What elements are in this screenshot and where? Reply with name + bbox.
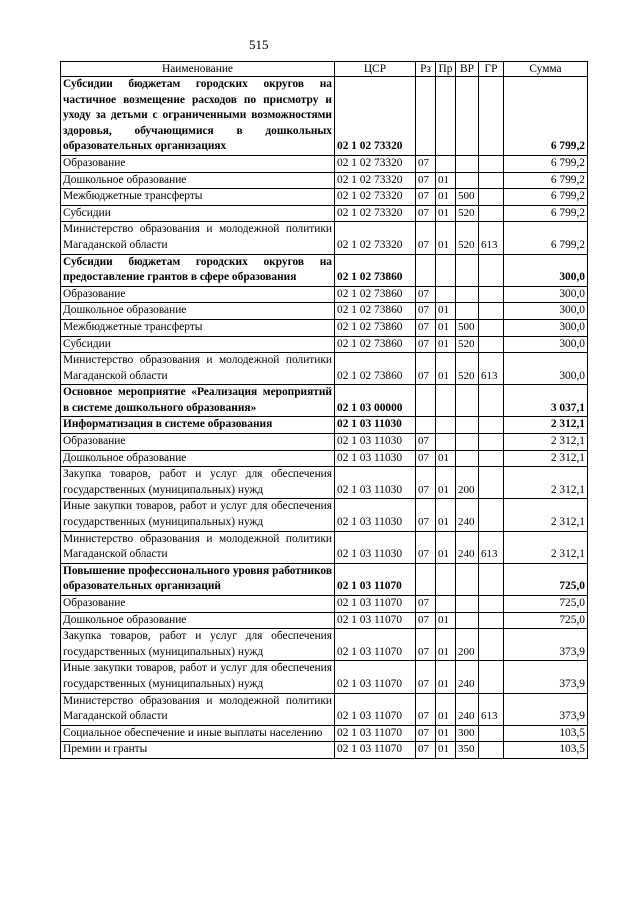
row-csr: 02 1 03 11070 [335, 563, 416, 595]
row-sum: 373,9 [504, 629, 588, 661]
row-rz: 07 [416, 450, 436, 467]
row-pr: 01 [436, 336, 456, 353]
table-row [61, 742, 588, 759]
row-pr [436, 254, 456, 286]
row-csr: 02 1 03 11070 [335, 596, 416, 613]
row-rz: 07 [416, 661, 436, 693]
row-gr [479, 205, 504, 222]
row-vr: 240 [456, 531, 479, 563]
row-sum: 6 799,2 [504, 155, 588, 172]
row-gr [479, 434, 504, 451]
row-rz: 07 [416, 205, 436, 222]
row-vr: 520 [456, 222, 479, 254]
header-name: Наименование [61, 62, 335, 77]
row-sum: 300,0 [504, 286, 588, 303]
row-pr: 01 [436, 353, 456, 385]
row-csr: 02 1 02 73320 [335, 189, 416, 206]
row-pr: 01 [436, 467, 456, 499]
row-name: Межбюджетные трансферты [61, 319, 335, 336]
row-rz: 07 [416, 467, 436, 499]
row-gr [479, 319, 504, 336]
row-vr [456, 77, 479, 156]
row-name: Министерство образования и молодежной политики Магаданской области [61, 222, 335, 254]
row-pr: 01 [436, 742, 456, 759]
row-gr [479, 499, 504, 531]
row-vr [456, 286, 479, 303]
row-name: Дошкольное образование [61, 172, 335, 189]
header-vr: ВР [456, 62, 479, 77]
row-pr: 01 [436, 303, 456, 320]
row-csr: 02 1 02 73320 [335, 77, 416, 156]
row-vr [456, 385, 479, 417]
row-gr [479, 742, 504, 759]
table-row [61, 417, 588, 434]
table-row [61, 77, 588, 156]
table-row [61, 189, 588, 206]
row-vr: 200 [456, 629, 479, 661]
row-rz [416, 77, 436, 156]
row-rz: 07 [416, 353, 436, 385]
row-vr [456, 417, 479, 434]
row-name: Субсидии бюджетам городских округов на предоставление грантов в сфере образования [61, 254, 335, 286]
row-rz: 07 [416, 612, 436, 629]
row-rz [416, 563, 436, 595]
row-rz: 07 [416, 499, 436, 531]
row-sum: 300,0 [504, 254, 588, 286]
row-sum: 300,0 [504, 353, 588, 385]
row-sum: 6 799,2 [504, 189, 588, 206]
row-csr: 02 1 02 73320 [335, 155, 416, 172]
row-rz: 07 [416, 189, 436, 206]
row-gr [479, 286, 504, 303]
row-vr [456, 434, 479, 451]
table-row [61, 319, 588, 336]
table-row [61, 612, 588, 629]
row-sum: 6 799,2 [504, 205, 588, 222]
table-row [61, 303, 588, 320]
row-pr: 01 [436, 725, 456, 742]
row-name: Образование [61, 434, 335, 451]
row-gr [479, 77, 504, 156]
row-sum: 300,0 [504, 303, 588, 320]
budget-table [60, 61, 588, 759]
row-vr [456, 155, 479, 172]
row-csr: 02 1 02 73320 [335, 205, 416, 222]
row-name: Субсидии [61, 336, 335, 353]
row-csr: 02 1 03 11070 [335, 612, 416, 629]
row-sum: 725,0 [504, 596, 588, 613]
row-vr: 500 [456, 189, 479, 206]
row-pr [436, 155, 456, 172]
row-rz: 07 [416, 155, 436, 172]
table-row [61, 693, 588, 725]
row-sum: 6 799,2 [504, 77, 588, 156]
row-csr: 02 1 02 73860 [335, 336, 416, 353]
table-row [61, 563, 588, 595]
row-name: Иные закупки товаров, работ и услуг для обеспечения государственных (муниципальных) нужд [61, 661, 335, 693]
row-pr: 01 [436, 629, 456, 661]
row-gr [479, 563, 504, 595]
row-rz [416, 254, 436, 286]
row-gr [479, 254, 504, 286]
row-gr [479, 303, 504, 320]
row-csr: 02 1 03 11070 [335, 725, 416, 742]
row-vr [456, 563, 479, 595]
row-rz [416, 385, 436, 417]
row-csr: 02 1 02 73320 [335, 222, 416, 254]
row-name: Закупка товаров, работ и услуг для обеспечения государственных (муниципальных) нужд [61, 467, 335, 499]
row-rz: 07 [416, 725, 436, 742]
row-name: Социальное обеспечение и иные выплаты населению [61, 725, 335, 742]
row-sum: 725,0 [504, 563, 588, 595]
row-pr [436, 563, 456, 595]
row-pr [436, 286, 456, 303]
row-csr: 02 1 03 11030 [335, 467, 416, 499]
row-rz: 07 [416, 531, 436, 563]
row-gr [479, 417, 504, 434]
row-csr: 02 1 03 11030 [335, 434, 416, 451]
row-sum: 373,9 [504, 693, 588, 725]
row-vr: 350 [456, 742, 479, 759]
row-rz: 07 [416, 303, 436, 320]
row-name: Межбюджетные трансферты [61, 189, 335, 206]
row-csr: 02 1 02 73860 [335, 286, 416, 303]
row-gr [479, 336, 504, 353]
row-sum: 103,5 [504, 725, 588, 742]
page-number: 515 [249, 37, 269, 52]
row-vr [456, 254, 479, 286]
table-row [61, 725, 588, 742]
header-sum: Сумма [504, 62, 588, 77]
row-vr: 300 [456, 725, 479, 742]
row-sum: 103,5 [504, 742, 588, 759]
table-row [61, 205, 588, 222]
row-pr [436, 596, 456, 613]
row-pr: 01 [436, 319, 456, 336]
row-pr: 01 [436, 531, 456, 563]
row-name: Субсидии [61, 205, 335, 222]
row-rz: 07 [416, 319, 436, 336]
row-pr: 01 [436, 693, 456, 725]
table-row [61, 385, 588, 417]
row-vr [456, 303, 479, 320]
row-vr: 240 [456, 499, 479, 531]
row-rz [416, 417, 436, 434]
row-vr [456, 612, 479, 629]
row-csr: 02 1 02 73860 [335, 353, 416, 385]
row-gr [479, 467, 504, 499]
row-vr [456, 450, 479, 467]
row-sum: 725,0 [504, 612, 588, 629]
row-rz: 07 [416, 693, 436, 725]
row-gr [479, 155, 504, 172]
row-vr: 520 [456, 205, 479, 222]
row-vr [456, 172, 479, 189]
row-pr: 01 [436, 222, 456, 254]
row-sum: 2 312,1 [504, 450, 588, 467]
row-name: Информатизация в системе образования [61, 417, 335, 434]
table-row [61, 222, 588, 254]
row-name: Министерство образования и молодежной политики Магаданской области [61, 693, 335, 725]
row-name: Закупка товаров, работ и услуг для обеспечения государственных (муниципальных) нужд [61, 629, 335, 661]
row-gr: 613 [479, 693, 504, 725]
row-sum: 2 312,1 [504, 434, 588, 451]
row-csr: 02 1 03 11030 [335, 499, 416, 531]
row-name: Образование [61, 155, 335, 172]
row-pr: 01 [436, 612, 456, 629]
row-vr [456, 596, 479, 613]
row-csr: 02 1 03 11070 [335, 661, 416, 693]
header-gr: ГР [479, 62, 504, 77]
row-name: Министерство образования и молодежной политики Магаданской области [61, 531, 335, 563]
row-name: Премии и гранты [61, 742, 335, 759]
row-sum: 2 312,1 [504, 531, 588, 563]
row-rz: 07 [416, 222, 436, 254]
row-name: Образование [61, 596, 335, 613]
row-vr: 240 [456, 661, 479, 693]
table-row [61, 629, 588, 661]
row-csr: 02 1 02 73320 [335, 172, 416, 189]
row-rz: 07 [416, 336, 436, 353]
row-csr: 02 1 03 11070 [335, 629, 416, 661]
row-sum: 300,0 [504, 336, 588, 353]
table-row [61, 531, 588, 563]
row-name: Министерство образования и молодежной политики Магаданской области [61, 353, 335, 385]
row-csr: 02 1 02 73860 [335, 303, 416, 320]
row-sum: 300,0 [504, 319, 588, 336]
row-vr: 520 [456, 336, 479, 353]
header-rz: Рз [416, 62, 436, 77]
row-gr [479, 661, 504, 693]
row-gr [479, 385, 504, 417]
row-rz: 07 [416, 742, 436, 759]
row-name: Повышение профессионального уровня работников образовательных организаций [61, 563, 335, 595]
row-rz: 07 [416, 286, 436, 303]
row-rz: 07 [416, 629, 436, 661]
row-gr [479, 612, 504, 629]
table-row [61, 499, 588, 531]
table-row [61, 172, 588, 189]
table-row [61, 286, 588, 303]
row-name: Образование [61, 286, 335, 303]
row-sum: 2 312,1 [504, 499, 588, 531]
row-pr: 01 [436, 205, 456, 222]
table-row [61, 596, 588, 613]
row-gr: 613 [479, 222, 504, 254]
row-rz: 07 [416, 596, 436, 613]
row-csr: 02 1 02 73860 [335, 254, 416, 286]
table-row [61, 336, 588, 353]
row-vr: 200 [456, 467, 479, 499]
row-name: Субсидии бюджетам городских округов на частичное возмещение расходов по присмотру и уходу за детьми с ограниченными возможностями здоровья, обучающимися в дошкольных образовательных организациях [61, 77, 335, 156]
row-name: Основное мероприятие «Реализация мероприятий в системе дошкольного образования» [61, 385, 335, 417]
row-pr: 01 [436, 189, 456, 206]
row-pr [436, 417, 456, 434]
row-gr [479, 450, 504, 467]
row-vr: 500 [456, 319, 479, 336]
row-csr: 02 1 03 11030 [335, 450, 416, 467]
row-csr: 02 1 03 11030 [335, 417, 416, 434]
header-csr: ЦСР [335, 62, 416, 77]
row-vr: 520 [456, 353, 479, 385]
row-gr [479, 629, 504, 661]
row-sum: 6 799,2 [504, 172, 588, 189]
row-pr: 01 [436, 450, 456, 467]
row-sum: 373,9 [504, 661, 588, 693]
table-row [61, 467, 588, 499]
row-sum: 6 799,2 [504, 222, 588, 254]
row-sum: 2 312,1 [504, 467, 588, 499]
row-pr [436, 77, 456, 156]
row-csr: 02 1 02 73860 [335, 319, 416, 336]
table-row [61, 155, 588, 172]
table-header-row [61, 62, 588, 77]
row-pr: 01 [436, 661, 456, 693]
header-pr: Пр [436, 62, 456, 77]
table-row [61, 353, 588, 385]
row-rz: 07 [416, 172, 436, 189]
row-csr: 02 1 03 11070 [335, 693, 416, 725]
row-name: Дошкольное образование [61, 612, 335, 629]
row-name: Дошкольное образование [61, 303, 335, 320]
row-csr: 02 1 03 11070 [335, 742, 416, 759]
row-gr [479, 172, 504, 189]
row-sum: 2 312,1 [504, 417, 588, 434]
row-gr: 613 [479, 531, 504, 563]
table-row [61, 450, 588, 467]
row-name: Иные закупки товаров, работ и услуг для обеспечения государственных (муниципальных) нужд [61, 499, 335, 531]
row-gr: 613 [479, 353, 504, 385]
row-name: Дошкольное образование [61, 450, 335, 467]
row-csr: 02 1 03 11030 [335, 531, 416, 563]
row-csr: 02 1 03 00000 [335, 385, 416, 417]
row-pr: 01 [436, 499, 456, 531]
row-vr: 240 [456, 693, 479, 725]
row-gr [479, 725, 504, 742]
row-pr [436, 434, 456, 451]
table-body [61, 77, 588, 759]
table-row [61, 661, 588, 693]
row-rz: 07 [416, 434, 436, 451]
row-pr [436, 385, 456, 417]
row-gr [479, 189, 504, 206]
table-row [61, 434, 588, 451]
row-sum: 3 037,1 [504, 385, 588, 417]
row-pr: 01 [436, 172, 456, 189]
table-row [61, 254, 588, 286]
row-gr [479, 596, 504, 613]
